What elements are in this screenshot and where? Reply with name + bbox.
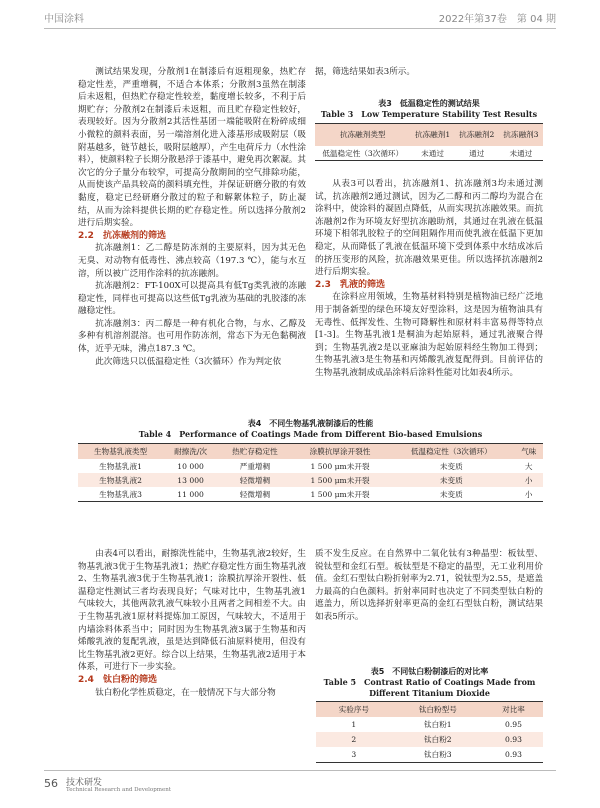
table-row <box>316 717 543 732</box>
table-cell: 大 <box>524 461 533 471</box>
table-4-header: 耐擦洗/次 <box>163 444 218 460</box>
table-5-header: 实验序号 <box>316 702 392 718</box>
table-cell: 钛白粉1 <box>424 720 452 729</box>
table-cell: 未通过 <box>421 148 444 158</box>
table-3 <box>315 98 543 161</box>
page-number: 56 <box>44 777 58 790</box>
table-cell: 生物基乳液2 <box>78 473 163 487</box>
table-4-caption-en: Table 4 Performance of Coatings Made from Different Bio-based Emulsions <box>138 429 483 439</box>
column-name-en: Technical Research and Development <box>66 787 171 793</box>
table-4 <box>78 418 543 502</box>
table-3-caption-zh: 表3 低温稳定性的测试结果 <box>378 99 480 108</box>
table-3-header: 抗冻融剂2 <box>455 124 499 147</box>
column-name-zh: 技术研发 <box>66 778 103 788</box>
table-4-header: 涂膜抗厚涂开裂性 <box>292 444 388 460</box>
table-cell: 1 <box>351 720 357 729</box>
table-4-grid <box>78 443 543 502</box>
table-5-grid <box>316 701 543 763</box>
header-divider <box>44 28 556 29</box>
table-row <box>316 732 543 747</box>
journal-name: 中国涂料 <box>44 14 84 25</box>
table-cell: 1 500 μm未开裂 <box>310 489 370 499</box>
paragraph-results-lead: 据，筛选结果如表3所示。 <box>315 67 415 77</box>
table-3-header: 抗冻融剂类型 <box>315 124 410 147</box>
table-3-caption-en: Table 3 Low Temperature Stability Test Results <box>320 109 538 119</box>
paragraph-table4-analysis: 由表4可以看出，耐擦洗性能中，生物基乳液2较好，生物基乳液3优于生物基乳液1；热贮存稳定性方面生物基乳液2、生物基乳液3优于生物基乳液1；涂膜抗厚涂开裂性、低温稳定性测试三者均表现良好；气味对比中，生物基乳液1气味较大，其他两款乳液气味较小且两者之间相差不大。由于生物基乳液1原材料提炼加工原因，气味较大，不适用于内墙涂料体系当中；同时因为生物基乳液3属于生物基和丙烯酸乳液的复配乳液，虽是达到降低石油原料使用，但没有比生物基乳液2更好。综合以上结果，生物基乳液2适用于本体系，可进行下一步实验。 <box>78 549 306 673</box>
table-4-header: 热贮存稳定性 <box>218 444 292 460</box>
section-2-4-heading: 2.4 钛白粉的筛选 <box>78 674 157 685</box>
table-row <box>78 473 543 487</box>
table-cell: 未通过 <box>509 148 533 158</box>
table-cell: 2 <box>316 732 392 747</box>
paragraph-antifreeze-3: 抗冻融剂3：丙二醇是一种有机化合物，与水、乙醇及多种有机溶剂混溶。也可用作防冻剂，常态下为无色黏稠液体，近乎无味，沸点187.3 ℃。 <box>78 318 306 355</box>
table-cell: 1 500 μm未开裂 <box>292 473 388 487</box>
issue-info: 2022年第37卷 第 04 期 <box>438 14 556 25</box>
table-cell: 3 <box>351 750 357 759</box>
table-cell: 13 000 <box>163 473 218 487</box>
table-cell: 生物基乳液3 <box>99 489 142 499</box>
table-4-header: 生物基乳液类型 <box>78 444 163 460</box>
table-cell: 轻微增稠 <box>239 489 271 499</box>
table-cell: 小 <box>524 489 533 499</box>
paragraph-antifreeze-1: 抗冻融剂1：乙二醇是防冻剂的主要原料，因为其无色无臭、对动物有低毒性、沸点较高（197.3 ℃），能与水互溶，所以被广泛用作涂料的抗冻融剂。 <box>78 243 306 279</box>
table-cell: 严重增稠 <box>239 461 271 471</box>
table-cell: 0.93 <box>484 732 543 747</box>
table-cell: 钛白粉2 <box>392 732 484 747</box>
table-4-header: 低温稳定性（3次循环） <box>388 444 514 460</box>
table-3-header: 抗冻融剂1 <box>410 124 454 147</box>
paragraph-antifreeze-2: 抗冻融剂2：FT-100X可以提高具有低Tg类乳液的冻融稳定性，同样也可提高以这些低Tg乳液为基础的乳胶漆的冻融稳定性。 <box>78 281 306 317</box>
right-column-lead <box>315 66 543 79</box>
table-3-grid <box>315 123 543 161</box>
paragraph-table3-analysis: 从表3可以看出，抗冻融剂1、抗冻融剂3均未通过测试，抗冻融剂2通过测试，因为乙二醇和丙二醇均为混合在涂料中，使涂料的凝固点降低，从而实现抗冻融效果。而抗冻融剂2作为环境友好型抗冻融助剂，其通过在乳液在低温环境下相邻乳胶粒子的空间阻隔作用而使乳液在低温下更加稳定，从而降低了乳液在低温环境下受到体系中水结成冰后的挤压变形的风险，抗冻融效果更佳。所以选择抗冻融剂2进行后期实验。 <box>315 179 543 278</box>
table-cell: 小 <box>514 473 543 487</box>
table-row <box>315 146 543 161</box>
table-5-header: 对比率 <box>484 702 543 718</box>
paragraph-screening-basis: 此次筛选只以低温稳定性（3次循环）作为判定依 <box>95 356 282 367</box>
table-4-header: 气味 <box>514 444 543 460</box>
left-column-top <box>78 66 306 368</box>
table-cell: 轻微增稠 <box>218 473 292 487</box>
table-row <box>78 487 543 502</box>
table-cell: 通过 <box>469 148 485 158</box>
table-row <box>78 459 543 473</box>
paragraph-titanium-intro: 钛白粉化学性质稳定，在一般情况下与大部分物 <box>95 687 276 698</box>
table-cell: 未变质 <box>439 489 463 499</box>
section-2-2-heading: 2.2 抗冻融剂的筛选 <box>78 230 166 241</box>
right-column-middle <box>315 178 543 380</box>
table-cell: 未变质 <box>388 473 514 487</box>
table-cell: 0.93 <box>505 750 522 759</box>
table-4-caption-zh: 表4 不同生物基乳液制漆后的性能 <box>247 419 374 428</box>
table-cell: 11 000 <box>177 489 204 499</box>
left-column-bottom <box>78 548 306 699</box>
table-cell: 10 000 <box>177 461 204 471</box>
footer-divider <box>44 770 556 771</box>
table-cell: 钛白粉3 <box>424 750 452 759</box>
paragraph-emulsion-intro: 在涂料应用领域，生物基材料特别是植物油已经广泛地用于制备新型的绿色环境友好型涂料，这是因为植物油具有无毒性、低挥发性、生物可降解性和原材料丰富易得等特点[1-3]。生物基乳液1是桐油为起始原料，通过乳液聚合得到；生物基乳液2是以亚麻油为起始原料经生物加工得到；生物基乳液3是生物基和丙烯酸乳液复配得到。目前评估的生物基乳液制成成品涂料后涂料性能对比如表4所示。 <box>315 292 543 378</box>
table-5-caption-en: Table 5 Contrast Ratio of Coatings Made from Different Titanium Dioxide <box>323 677 536 698</box>
table-5-caption-zh: 表5 不同钛白粉制漆后的对比率 <box>370 667 489 676</box>
section-2-3-heading: 2.3 乳液的筛选 <box>315 279 385 290</box>
paragraph-dispersant-results: 测试结果发现，分散剂1在制漆后有返粗现象，热贮存稳定性差，严重增稠，不适合本体系；分散剂3虽然在制漆后未返粗，但热贮存稳定性较差，黏度增长较多，不利于后期贮存；分散剂2在制漆后未返粗，而且贮存稳定性较好，表现较好。因为分散剂2其活性基团一端能吸附在粉碎成细小微粒的颜料表面，另一端溶剂化进入漆基形成吸附层（吸附基越多，链节越长，吸附层越厚），产生电荷斥力（水性涂料），使颜料粒子长期分散悬浮于漆基中，避免再次絮凝。其次它的分子量分布较窄，可提高分散期间的空气排除功能，从而使该产品具较高的颜料填充性，并保证研磨分散的有效黏度，稳定已经研磨分散过的粒子和解絮体粒子，防止凝结，从而为涂料提供长期的贮存稳定性。所以选择分散剂2进行后期实验。 <box>78 67 306 229</box>
table-3-header: 抗冻融剂3 <box>499 124 543 147</box>
table-cell: 生物基乳液1 <box>99 461 142 471</box>
paragraph-titanium-crystal: 质不发生反应。在自然界中二氧化钛有3种晶型：板钛型、锐钛型和金红石型。板钛型是不稳定的晶型，无工业利用价值。金红石型钛白粉折射率为2.71，锐钛型为2.55，是遮盖力最高的白色颜料。折射率同时也决定了不同类型钛白粉的遮盖力，所以选择折射率更高的金红石型钛白粉，测试结果如表5所示。 <box>315 549 543 622</box>
table-cell: 未变质 <box>439 461 463 471</box>
table-5 <box>316 666 543 763</box>
table-cell: 1 500 μm未开裂 <box>310 461 370 471</box>
table-row <box>316 747 543 763</box>
table-5-header: 钛白粉型号 <box>392 702 484 718</box>
right-column-bottom <box>315 548 543 624</box>
table-cell: 0.95 <box>505 720 522 729</box>
table-cell: 低温稳定性（3次循环） <box>322 148 404 158</box>
